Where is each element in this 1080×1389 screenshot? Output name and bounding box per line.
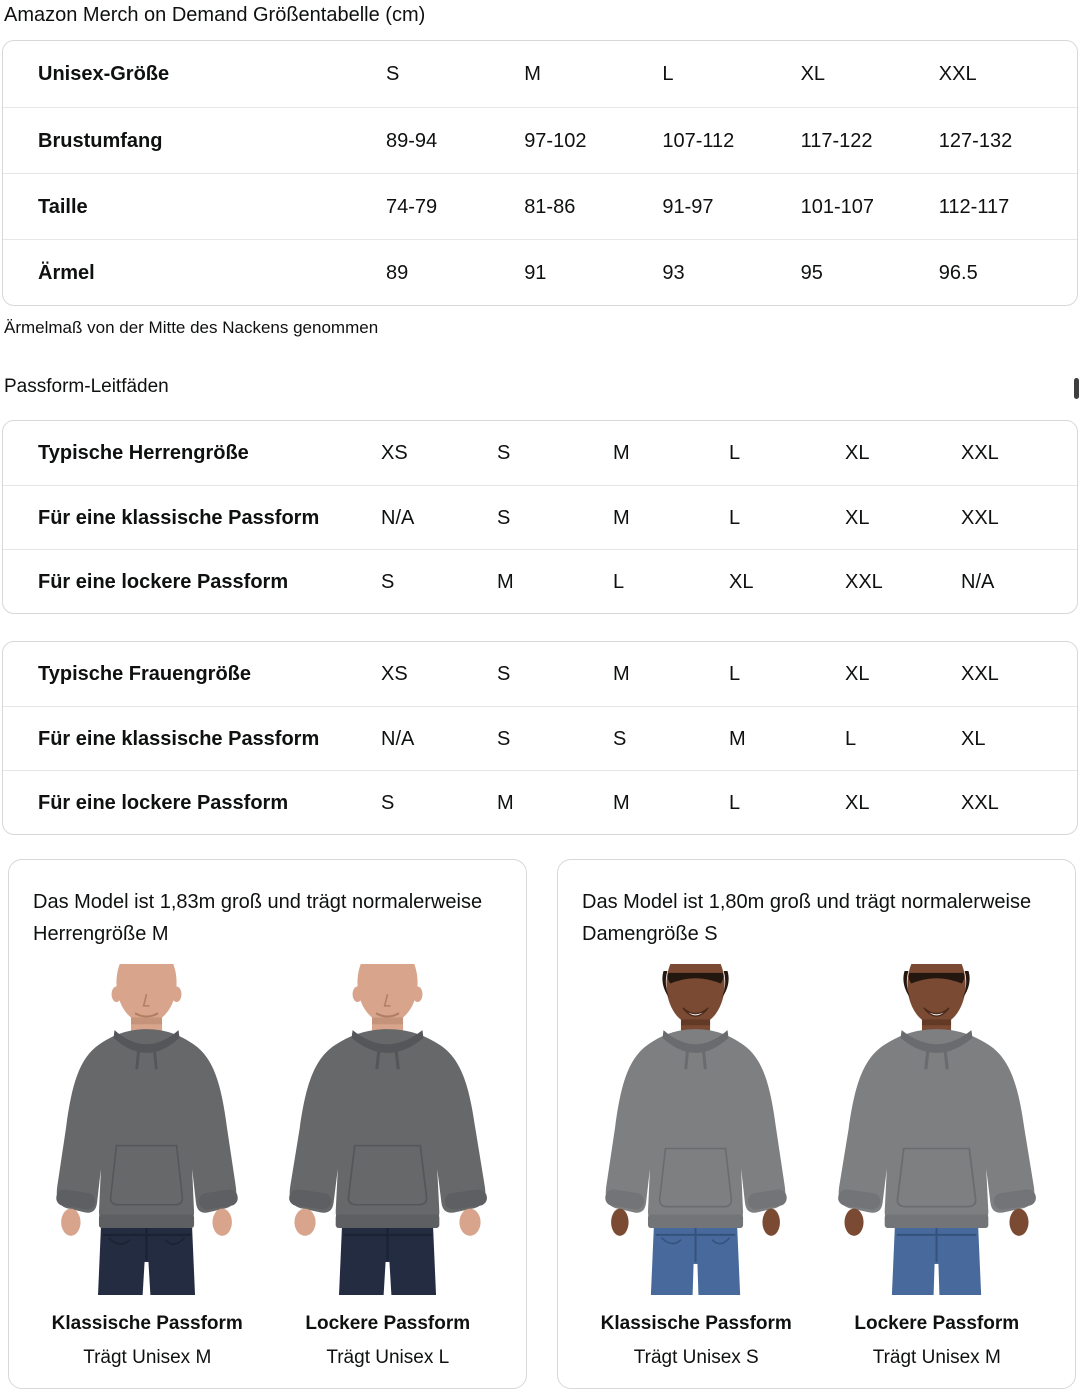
size-value: M <box>613 663 630 685</box>
size-value: M <box>613 791 630 814</box>
female-model-loose-fit-hoodie-photo <box>817 964 1058 1300</box>
size-value: N/A <box>381 506 415 529</box>
table-row <box>3 107 1077 173</box>
female-figure <box>604 964 788 1295</box>
size-value: M <box>613 506 630 529</box>
size-value: 91 <box>524 261 547 284</box>
size-value: 89 <box>386 261 409 284</box>
size-column-header: L <box>662 63 674 85</box>
size-value: XXL <box>845 570 883 593</box>
size-value: L <box>729 506 741 529</box>
size-value: XS <box>381 442 408 464</box>
size-value: 97-102 <box>524 129 587 152</box>
row-label: Typische Herrengröße <box>38 442 249 464</box>
size-value: L <box>729 442 741 464</box>
size-value: XXL <box>961 663 999 685</box>
size-value: 107-112 <box>662 129 735 152</box>
size-column-header: XL <box>800 63 826 85</box>
size-value: N/A <box>961 570 995 593</box>
size-worn-label: Trägt Unisex M <box>83 1347 212 1368</box>
model-figure <box>576 964 817 1370</box>
female-model-card <box>557 859 1076 1389</box>
size-value: XL <box>845 506 870 529</box>
row-label: Für eine lockere Passform <box>38 791 289 814</box>
size-value: 101-107 <box>800 195 874 218</box>
size-value: M <box>729 727 746 750</box>
fit-label: Klassische Passform <box>600 1313 792 1334</box>
table-row <box>3 706 1077 770</box>
size-value: XS <box>381 663 408 685</box>
male-model-card <box>8 859 527 1389</box>
model-figure <box>268 964 509 1370</box>
womens-fit-table <box>2 641 1078 835</box>
size-value: L <box>613 570 625 593</box>
size-value: S <box>497 663 511 685</box>
model-figure <box>27 964 268 1370</box>
size-value: S <box>497 727 511 750</box>
size-value: L <box>845 727 857 750</box>
size-value: S <box>381 570 395 593</box>
size-value: S <box>381 791 395 814</box>
size-column-header: XXL <box>938 63 977 85</box>
size-value: M <box>613 442 630 464</box>
size-value: 112-117 <box>938 195 1010 218</box>
size-value: S <box>613 727 627 750</box>
mens-fit-table <box>2 420 1078 614</box>
size-value: XL <box>845 442 870 464</box>
table-row <box>3 642 1077 706</box>
unisex-size-table <box>2 40 1078 306</box>
size-value: S <box>497 506 511 529</box>
size-worn-label: Trägt Unisex S <box>633 1347 759 1368</box>
size-value: 81-86 <box>524 195 576 218</box>
size-value: M <box>497 791 514 814</box>
male-model-loose-fit-hoodie-photo <box>268 964 509 1300</box>
model-figure <box>817 964 1058 1370</box>
size-value: L <box>729 791 741 814</box>
row-label: Brustumfang <box>38 129 163 152</box>
table-row <box>3 549 1077 613</box>
fit-label: Lockere Passform <box>305 1313 471 1334</box>
row-label: Unisex-Größe <box>38 63 170 85</box>
size-column-header: M <box>524 63 541 85</box>
size-value: 96.5 <box>938 261 978 284</box>
row-label: Taille <box>38 195 88 218</box>
model-description: Das Model ist 1,80m groß und trägt normalerweise Damengröße S <box>582 891 1032 945</box>
size-value: XL <box>729 570 754 593</box>
row-label: Für eine lockere Passform <box>38 570 289 593</box>
page-title: Amazon Merch on Demand Größentabelle (cm) <box>4 4 426 26</box>
model-cards-row <box>0 859 1080 1389</box>
table-row <box>3 173 1077 239</box>
female-figure-loose <box>837 964 1037 1295</box>
row-label: Für eine klassische Passform <box>38 506 320 529</box>
size-value: XL <box>845 791 870 814</box>
fit-guides-heading: Passform-Leitfäden <box>4 376 169 397</box>
size-column-header: S <box>386 63 400 85</box>
size-value: 93 <box>662 261 685 284</box>
size-value: 127-132 <box>938 129 1013 152</box>
size-value: 91-97 <box>662 195 714 218</box>
size-value: XL <box>961 727 986 750</box>
size-value: XL <box>845 663 870 685</box>
size-value: 117-122 <box>800 129 873 152</box>
size-value: XXL <box>961 506 999 529</box>
size-worn-label: Trägt Unisex L <box>326 1347 450 1368</box>
table-row <box>3 485 1077 549</box>
size-value: 95 <box>800 261 823 284</box>
sleeve-measure-note: Ärmelmaß von der Mitte des Nackens genommen <box>4 318 379 337</box>
table-row <box>3 770 1077 834</box>
size-value: 89-94 <box>386 129 438 152</box>
male-figure <box>55 964 239 1295</box>
row-label: Typische Frauengröße <box>38 663 252 685</box>
size-worn-label: Trägt Unisex M <box>872 1347 1001 1368</box>
male-model-classic-fit-hoodie-photo <box>27 964 268 1300</box>
table-row <box>3 421 1077 485</box>
size-value: S <box>497 442 511 464</box>
size-value: XXL <box>961 791 999 814</box>
row-label: Für eine klassische Passform <box>38 727 320 750</box>
female-model-classic-fit-hoodie-photo <box>576 964 817 1300</box>
scrollbar-thumb[interactable] <box>1074 378 1079 399</box>
fit-label: Lockere Passform <box>854 1313 1020 1334</box>
fit-label: Klassische Passform <box>51 1313 243 1334</box>
table-row <box>3 239 1077 305</box>
row-label: Ärmel <box>38 261 95 284</box>
size-value: L <box>729 663 741 685</box>
size-value: XXL <box>961 442 999 464</box>
size-value: 74-79 <box>386 195 438 218</box>
size-value: M <box>497 570 514 593</box>
size-value: N/A <box>381 727 415 750</box>
male-figure-loose <box>288 964 488 1295</box>
model-description: Das Model ist 1,83m groß und trägt normalerweise Herrengröße M <box>33 891 483 945</box>
table-header-row <box>3 41 1077 107</box>
